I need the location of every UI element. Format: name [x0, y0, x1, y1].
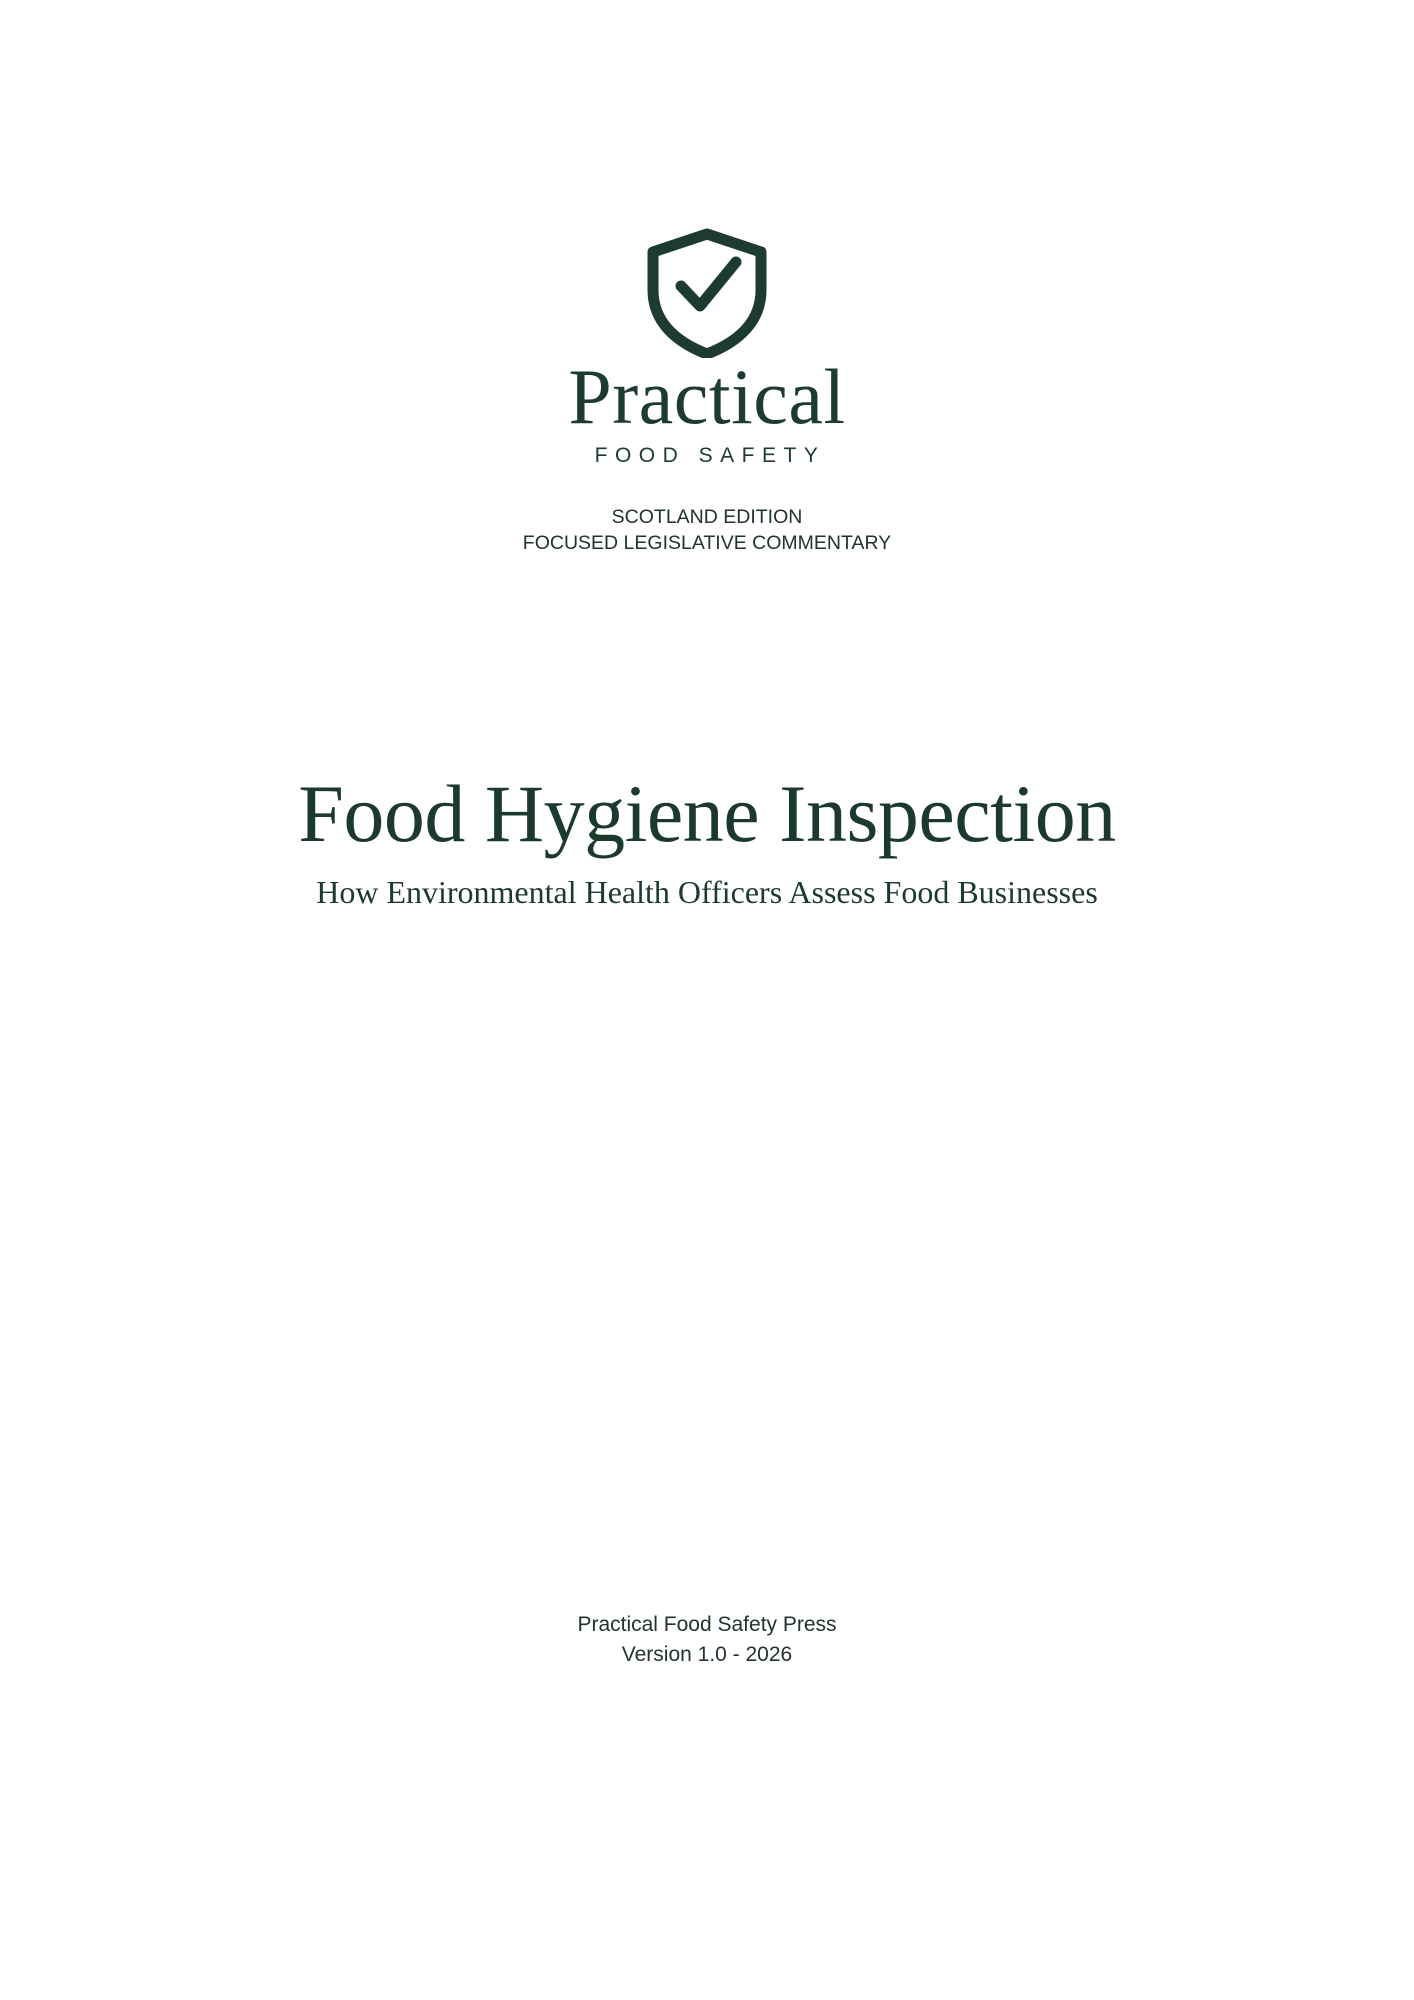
title-block — [0, 767, 1414, 914]
brand-tagline: FOOD SAFETY — [594, 444, 826, 468]
page-subtitle: How Environmental Health Officers Assess Food Businesses — [316, 873, 1098, 910]
publisher-name: Practical Food Safety Press — [577, 1613, 837, 1636]
edition-line-1: SCOTLAND EDITION — [611, 506, 803, 529]
page-title: Food Hygiene Inspection — [298, 767, 1116, 859]
shield-check-icon — [637, 218, 777, 358]
brand-name: Practical — [568, 353, 846, 440]
edition-line-2: FOCUSED LEGISLATIVE COMMENTARY — [522, 532, 892, 555]
imprint-block — [0, 1610, 1414, 1671]
version-label: Version 1.0 - 2026 — [621, 1643, 793, 1667]
edition-block — [523, 504, 891, 557]
brand-logo — [568, 218, 845, 468]
